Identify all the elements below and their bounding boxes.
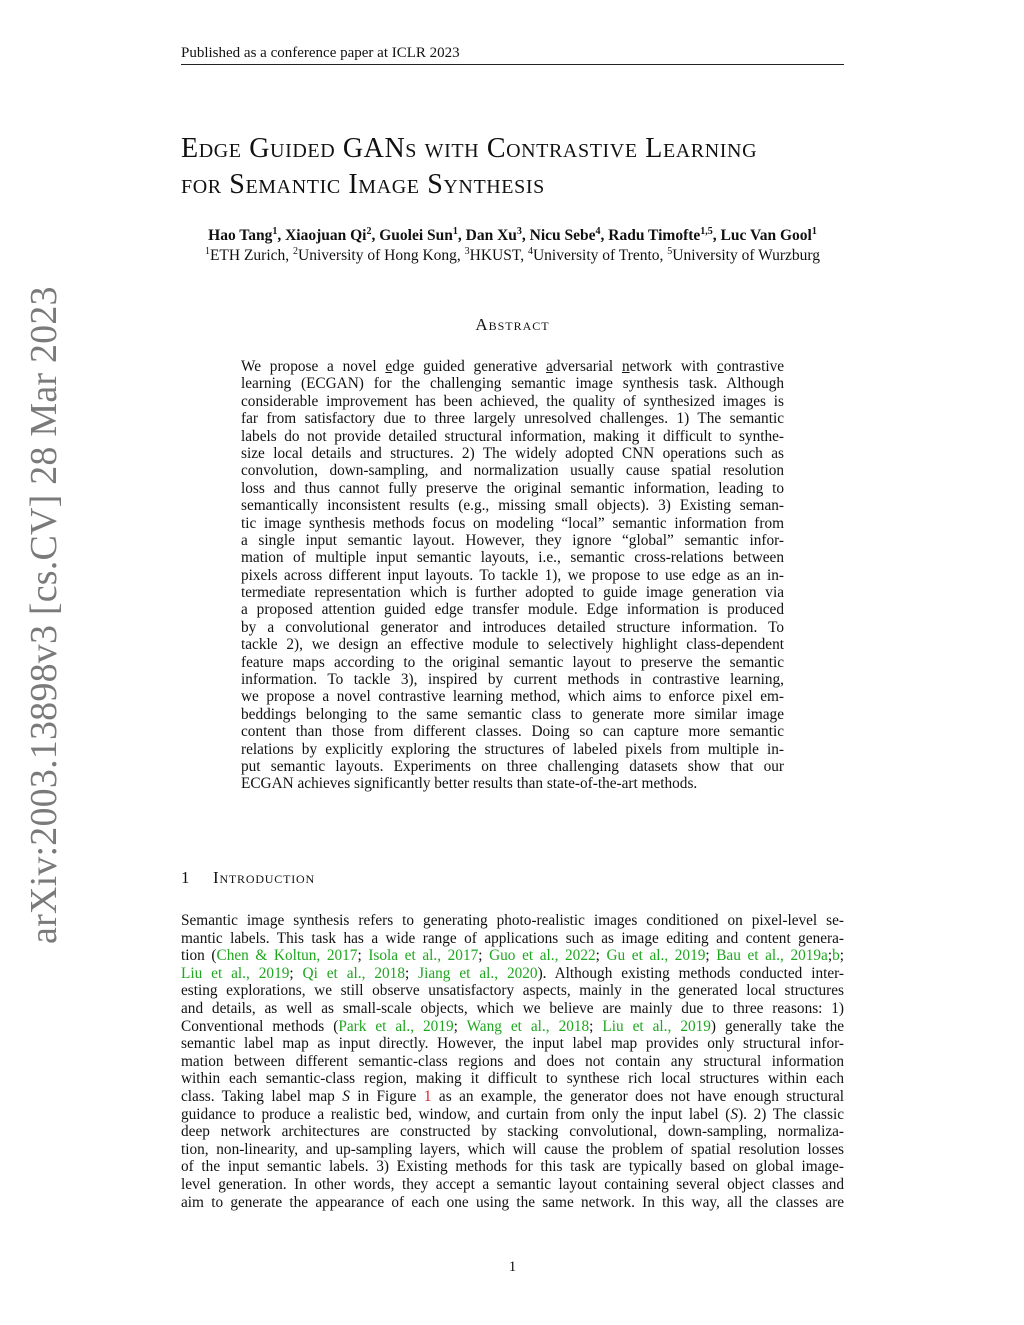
author-name: Radu Timofte: [608, 227, 701, 244]
abstract-line: feature maps according to the original semantic layout to preserve the semantic: [241, 653, 784, 671]
intro-line: level generation. In other words, they accept a semantic layout containing several object classes and: [181, 1175, 844, 1193]
abstract-line: information. To tackle 3), inspired by current methods in contrastive learning,: [241, 671, 784, 689]
affiliation-mark: 4: [527, 245, 533, 257]
intro-line: aim to generate the appearance of each one using the same network. In this way, all the classes are: [181, 1193, 844, 1211]
citation-link[interactable]: Liu et al., 2019: [602, 1017, 711, 1035]
author-affiliation-mark: 1: [272, 225, 278, 237]
intro-line: within each semantic-class region, making it difficult to synthese rich local structures within each: [181, 1070, 844, 1088]
abstract-line: learning (ECGAN) for the challenging semantic image synthesis task. Although: [241, 375, 784, 393]
author-affiliation-mark: 3: [516, 225, 522, 237]
citation-link[interactable]: Liu et al., 2019: [181, 964, 290, 982]
citation-link[interactable]: Wang et al., 2018: [466, 1017, 590, 1035]
arxiv-identifier-stamp: arXiv:2003.13898v3 [cs.CV] 28 Mar 2023: [23, 286, 65, 944]
abstract-line: tic image synthesis methods focus on modeling “local” semantic information from: [241, 514, 784, 532]
abstract-line: put semantic layouts. Experiments on three challenging datasets show that our: [241, 757, 784, 775]
intro-line: Semantic image synthesis refers to generating photo-realistic images conditioned on pixel-level se-: [181, 912, 844, 929]
abstract-line: termediate representation which is further adopted to guide image generation via: [241, 584, 784, 602]
affiliation-name: University of Hong Kong: [298, 247, 457, 264]
header-rule: [181, 64, 844, 65]
abstract-line: content than those from different classes. Doing so can capture more semantic: [241, 723, 784, 741]
section-title: Introduction: [213, 868, 315, 887]
paper-title: [181, 131, 881, 203]
introduction-body: [181, 912, 844, 1211]
citation-link[interactable]: b: [832, 947, 840, 965]
citation-link[interactable]: Park et al., 2019: [338, 1017, 454, 1035]
author-affiliation-mark: 1,5: [700, 225, 713, 237]
intro-line: tion (Chen & Koltun, 2017; Isola et al., 2017; Guo et al., 2022; Gu et al., 2019; Bau et al., 2019a;b;: [181, 947, 844, 965]
author-name: Xiaojuan Qi: [285, 227, 367, 244]
abstract-line: beddings belonging to the same semantic class to generate more similar image: [241, 705, 784, 723]
abstract-body: [241, 358, 784, 793]
citation-link[interactable]: Isola et al., 2017: [368, 947, 479, 965]
math-symbol: S: [342, 1087, 350, 1105]
abstract-line: mation of multiple input semantic layouts, i.e., semantic cross-relations between: [241, 549, 784, 567]
author-name: Luc Van Gool: [720, 227, 812, 244]
intro-line: semantic label map as input directly. However, the input label map provides only structural infor-: [181, 1035, 844, 1053]
abstract-line: convolution, down-sampling, and normalization usually cause spatial resolution: [241, 462, 784, 480]
abstract-line: far from satisfactory due to three largely unresolved challenges. 1) The semantic: [241, 410, 784, 428]
intro-line: guidance to produce a realistic bed, window, and curtain from only the input label (S). 2) The classic: [181, 1105, 845, 1123]
author-list: Hao Tang$^1$, Xiaojuan Qi$^2$, Guolei Sun$^1$, Dan Xu$^3$, Nicu Sebe$^4$, Radu Timofte$^{1,5}$, Luc Van Gool$^1$: [208, 225, 817, 244]
running-header: Published as a conference paper at ICLR 2023: [181, 45, 460, 61]
abstract-line: pixels across different input layouts. To tackle 1), we propose to use edge as an in-: [241, 566, 784, 584]
abstract-line: semantically inconsistent results (e.g., missing small objects). 3) Existing seman-: [241, 497, 784, 515]
abstract-line: relations by explicitly exploring the structures of labeled pixels from multiple in-: [241, 740, 784, 758]
citation-link[interactable]: Gu et al., 2019: [606, 947, 706, 965]
abstract-line: size local details and structures. 2) The widely adopted CNN operations such as: [241, 444, 784, 462]
intro-line: mation between different semantic-class regions and does not contain any structural information: [181, 1052, 844, 1070]
paper-title-line-2: for Semantic Image Synthesis: [181, 169, 545, 200]
affiliation-mark: 1: [204, 245, 210, 257]
section-number: 1: [181, 868, 190, 887]
author-name: Guolei Sun: [379, 227, 453, 244]
abstract-line: considerable improvement has been achieved, the quality of synthesized images is: [241, 392, 784, 410]
affiliation-mark: 3: [464, 245, 470, 257]
abstract-line: ECGAN achieves significantly better results than state-of-the-art methods.: [241, 775, 698, 793]
intro-line: and details, as well as small-scale objects, which we believe are mainly due to three reasons: 1): [181, 999, 844, 1017]
intro-line: Liu et al., 2019; Qi et al., 2018; Jiang et al., 2020). Although existing methods conducted inter-: [181, 964, 845, 982]
abstract-line: We propose a novel edge guided generative adversarial network with contrastive: [241, 358, 785, 375]
citation-link[interactable]: Bau et al., 2019a: [716, 947, 828, 965]
intro-line: esting explorations, we still observe unsatisfactory aspects, mainly in the generated local structures: [181, 982, 844, 1000]
intro-line: mantic labels. This task has a wide range of applications such as image editing and content genera-: [181, 929, 844, 947]
citation-link[interactable]: Chen & Koltun, 2017: [216, 947, 358, 965]
affiliation-name: University of Trento: [532, 247, 660, 264]
author-name: Hao Tang: [208, 227, 273, 244]
section-heading-introduction: [181, 867, 315, 889]
intro-line: of the input semantic labels. 3) Existing methods for this task are typically based on global image-: [181, 1158, 844, 1176]
intro-line: deep network architectures are constructed by stacking convolutional, down-sampling, normaliza-: [181, 1123, 844, 1141]
paper-title-line-1: Edge Guided GANs with Contrastive Learning: [181, 133, 758, 164]
affiliation-name: HKUST: [469, 247, 521, 264]
intro-line: tion, non-linearity, and up-sampling layers, which will cause the problem of spatial resolution losses: [181, 1140, 844, 1158]
affiliation-name: ETH Zurich: [209, 247, 286, 264]
citation-link[interactable]: Guo et al., 2022: [489, 947, 596, 965]
abstract-line: a proposed attention guided edge transfer module. Edge information is produced: [241, 601, 784, 619]
affiliation-mark: 5: [667, 245, 673, 257]
abstract-line: by a convolutional generator and introduces detailed structure information. To: [241, 618, 784, 636]
author-affiliation-mark: 4: [595, 225, 601, 237]
affiliation-mark: 2: [293, 245, 299, 257]
abstract-line: tackle 2), we design an effective module to selectively highlight class-dependent: [241, 636, 784, 654]
abstract-line: a single input semantic layout. However, they ignore “global” semantic infor-: [241, 531, 784, 549]
author-affiliation-mark: 1: [452, 225, 458, 237]
author-affiliation-mark: 2: [366, 225, 372, 237]
affiliation-list: $^1$ETH Zurich, $^2$University of Hong Kong, $^3$HKUST, $^4$University of Trento, $^5$University of Wurzburg: [204, 245, 821, 264]
citation-link[interactable]: Qi et al., 2018: [302, 964, 405, 982]
intro-line: Conventional methods (Park et al., 2019; Wang et al., 2018; Liu et al., 2019) generally take the: [181, 1017, 845, 1035]
abstract-line: we propose a novel contrastive learning method, which aims to enforce pixel em-: [241, 688, 784, 706]
math-symbol: S: [730, 1105, 739, 1123]
author-affiliation-mark: 1: [811, 225, 817, 237]
affiliation-name: University of Wurzburg: [672, 247, 821, 264]
author-name: Nicu Sebe: [529, 227, 596, 244]
author-name: Dan Xu: [465, 227, 517, 244]
page-number: 1: [508, 1259, 517, 1275]
citation-link[interactable]: Jiang et al., 2020: [418, 964, 538, 982]
figure-reference-link[interactable]: 1: [423, 1087, 432, 1105]
abstract-heading: Abstract: [475, 315, 550, 334]
intro-line: class. Taking label map S in Figure 1 as an example, the generator does not have enough structural: [181, 1087, 844, 1105]
abstract-line: labels do not provide detailed structural information, making it difficult to synthe-: [241, 427, 784, 445]
abstract-line: loss and thus cannot fully preserve the original semantic information, leading to: [241, 479, 784, 497]
